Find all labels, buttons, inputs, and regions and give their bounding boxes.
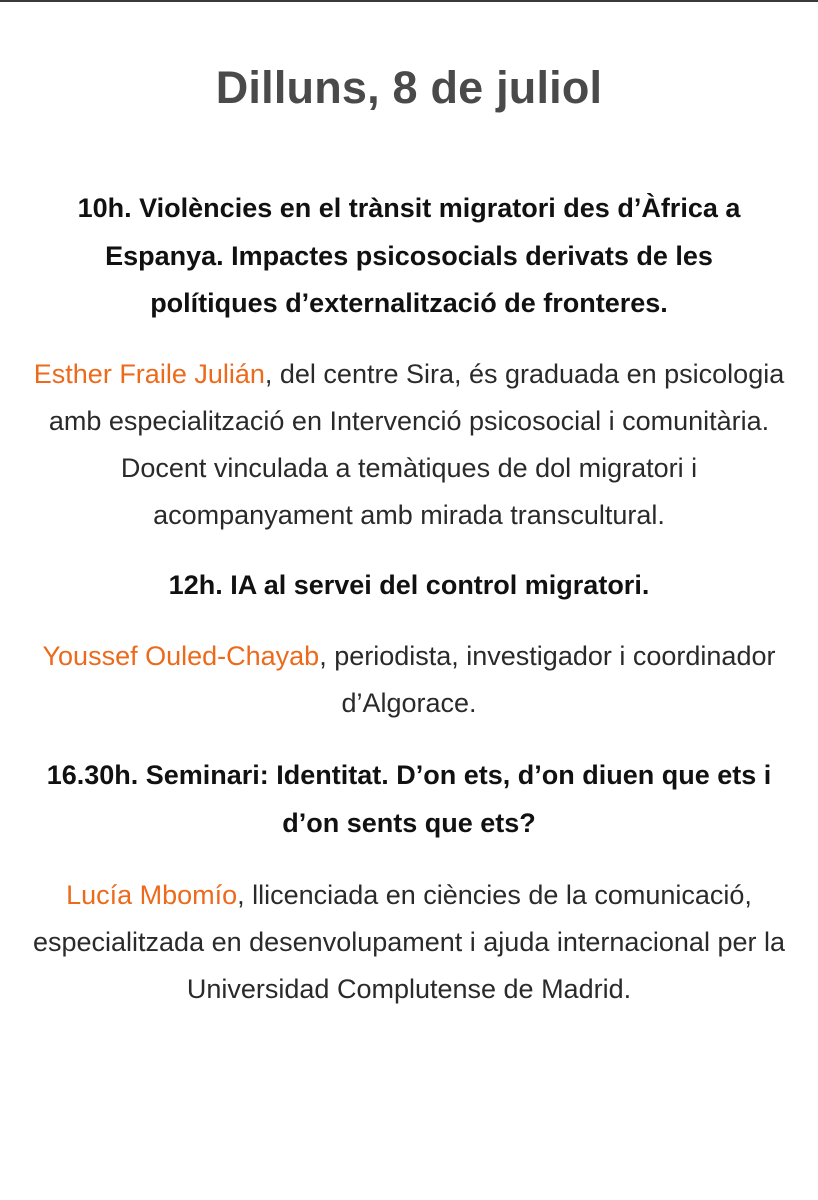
- day-title: Dilluns, 8 de juliol: [215, 62, 603, 113]
- session-3-body: [29, 872, 789, 1013]
- session-2: [0, 562, 818, 728]
- session-3-title: 16.30h. Seminari: Identitat. D’on ets, d’on diuen que ets i d’on sents que ets?: [46, 760, 772, 838]
- session-2-description: , periodista, investigador i coordinador d’Algorace.: [319, 641, 776, 718]
- session-2-speaker: Youssef Ouled-Chayab: [42, 641, 320, 671]
- session-1-speaker: Esther Fraile Julián: [33, 358, 265, 389]
- session-3: [0, 752, 818, 1013]
- session-1-body: [29, 351, 789, 539]
- session-3-description: , llicenciada en ciències de la comunicació, especialitzada en desenvolupament i ajuda internacional per la Universidad Complutense de Madrid.: [32, 880, 785, 1004]
- session-1-title: 10h. Violències en el trànsit migratori des d’Àfrica a Espanya. Impactes psicosocials derivats de les polítiques d’externalització de fronteres.: [77, 193, 741, 318]
- session-1-description: , del centre Sira, és graduada en psicologia amb especialització en Intervenció psicosocial i comunitària. Docent vinculada a temàtiques de dol migratori i acompanyament amb mirada transcultural.: [48, 358, 785, 530]
- session-3-speaker: Lucía Mbomío: [66, 880, 238, 910]
- session-2-title: 12h. IA al servei del control migratori.: [168, 569, 650, 600]
- session-1: [0, 185, 818, 539]
- session-2-body: [29, 633, 789, 727]
